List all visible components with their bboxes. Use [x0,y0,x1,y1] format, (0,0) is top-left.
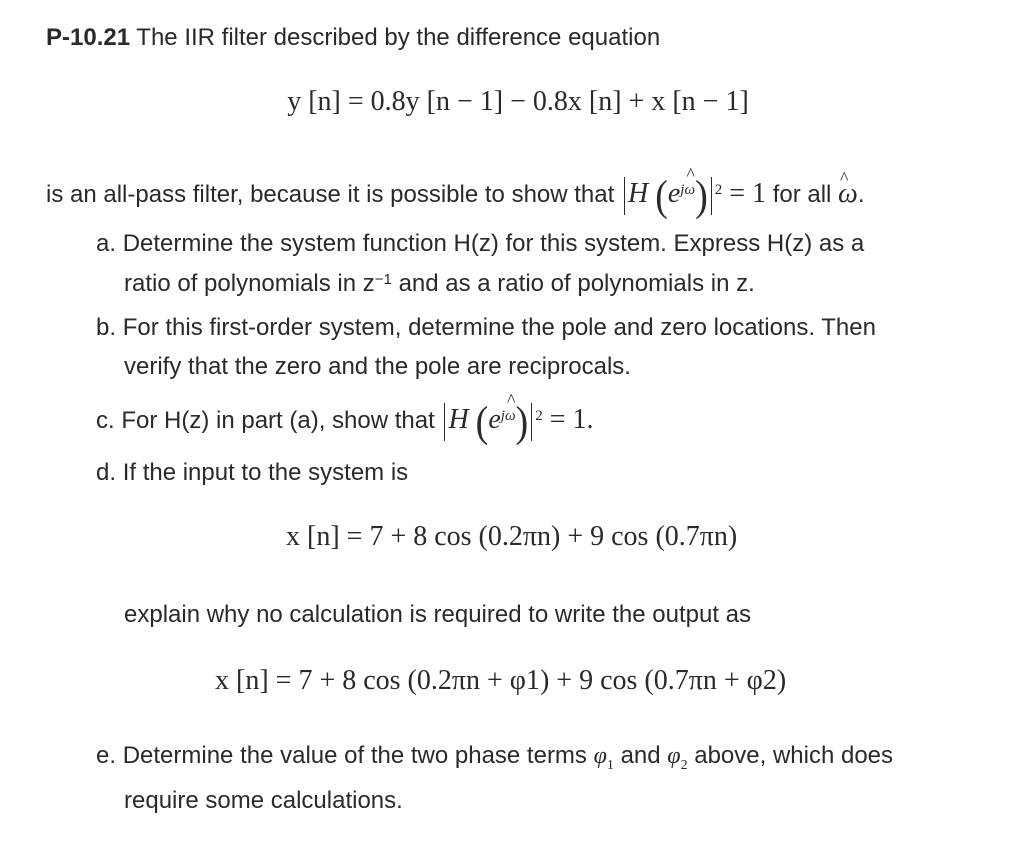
input-equation: x [n] = 7 + 8 cos (0.2πn) + 9 cos (0.7πn) [286,521,738,552]
part-b-line1 [96,313,876,343]
omega-hat: ^ ω [838,172,858,216]
magnitude-expression: H $(e^{j\^{} \omega})$ $^2$ [621,178,729,209]
problem-title [46,23,660,53]
part-c-label: c. [96,407,115,434]
part-d-explain: explain why no calculation is required to write the output as [124,601,752,628]
part-b-text1: For this first-order system, determine the pole and zero locations. Then [122,314,876,341]
allpass-line: is an all-pass filter, because it is possible to show that H $(e^{j\^{} \omega}) ^2 = 1$ for all ^ ω. [46,172,865,217]
problem-number: P-10.21 [46,24,131,51]
part-a-line2: ratio of polynomials in $z^{-1}$ and as a ratio of polynomials in z. [124,270,755,297]
part-a-line1 [96,229,864,259]
part-e-line1 [96,741,893,781]
part-a-label: a. [96,230,117,257]
phi2-symbol: $\varphi_2$ [667,743,688,773]
part-c-magnitude: H $(e^{j\^{} \omega})$ $^2$ [441,404,549,435]
part-c-line [96,397,594,446]
part-a-text1: Determine the system function H(z) for this system. Express H(z) as a [122,230,865,257]
part-e-text1a: Determine the value of the two phase terms [122,742,587,769]
part-c-rhs: = 1. [549,404,594,435]
part-b-text2: verify that the zero and the pole are reciprocals. [124,353,631,380]
problem-intro: The IIR filter described by the difference equation [136,24,661,51]
part-e-text1b: above, which does [694,742,894,769]
part-b-label: b. [96,314,117,341]
part-e-and: and [620,742,661,769]
part-d-line [96,458,408,488]
part-c-text: For H(z) in part (a), show that [121,407,435,434]
output-equation: x [n] = 7 + 8 cos (0.2πn + φ1) + 9 cos (0.7πn + φ2) [215,665,787,696]
part-d-label: d. [96,459,117,486]
part-e-line2: require some calculations. [124,787,403,814]
part-b-line2 [124,352,631,382]
part-a-text2b: and as a ratio of polynomials in z. [398,270,755,297]
phi1-symbol: $\varphi_1$ [593,743,614,773]
part-a-text2a: ratio of polynomials in z [124,270,375,297]
part-d-text: If the input to the system is [122,459,409,486]
allpass-rhs: = 1 [729,178,767,209]
difference-equation: y [n] = 0.8y [n − 1] − 0.8x [n] + x [n − 1] [287,86,749,117]
allpass-text-before: is an all-pass filter, because it is possible to show that [46,181,615,208]
allpass-text-after: for all [772,181,832,208]
part-e-label: e. [96,742,117,769]
